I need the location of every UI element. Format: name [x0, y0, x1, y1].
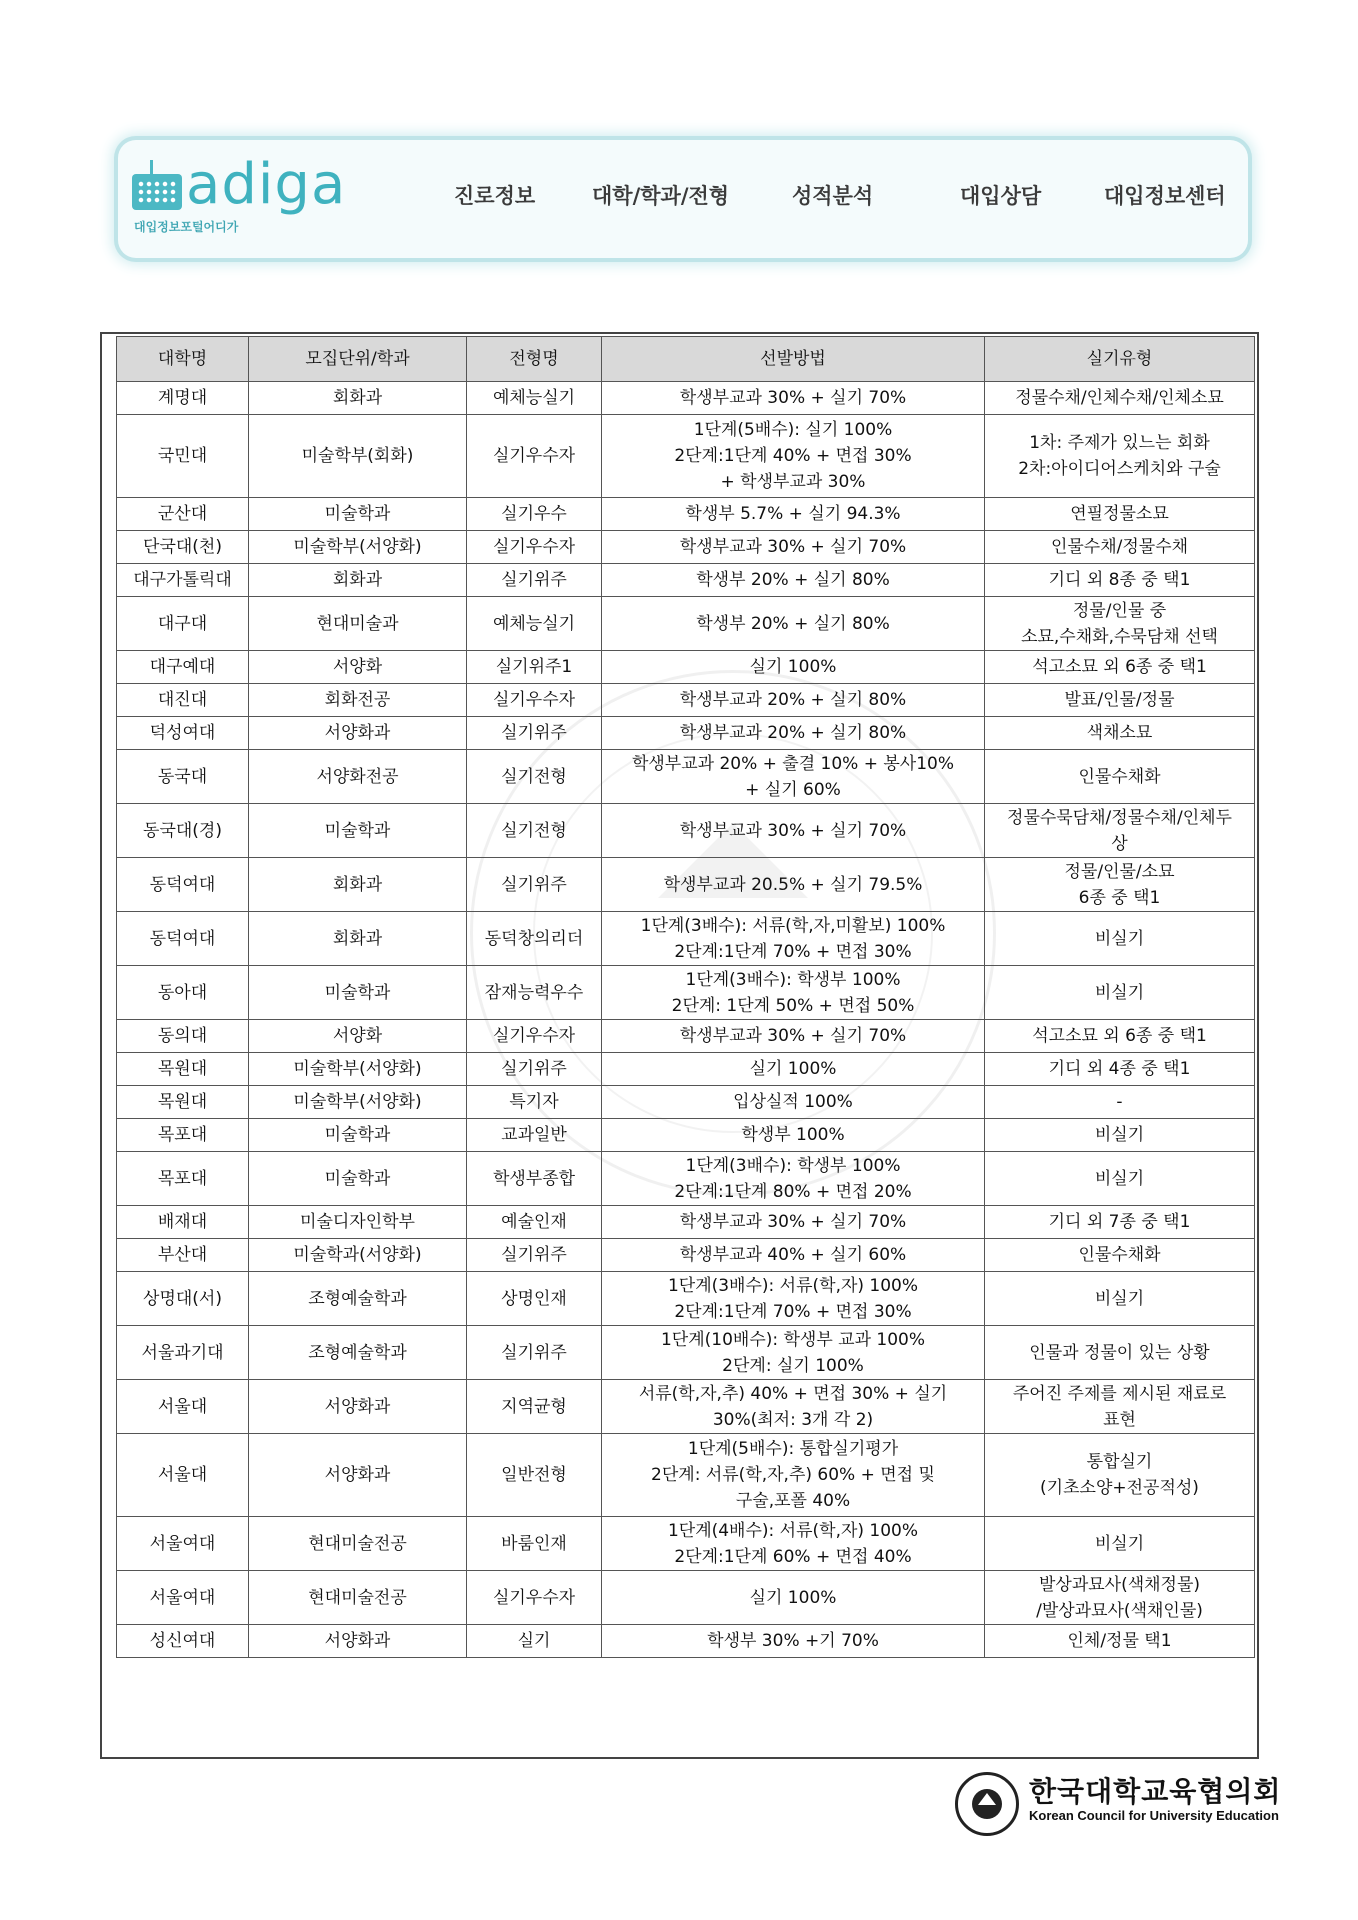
cell-department: 조형예술학과 [249, 1326, 467, 1380]
cell-university: 군산대 [117, 498, 249, 531]
cell-university: 목포대 [117, 1152, 249, 1206]
cell-selection-method: 학생부교과 40% + 실기 60% [602, 1239, 985, 1272]
cell-practical-type: 정물수묵담채/정물수채/인체두 상 [985, 804, 1255, 858]
col-header-selection-method: 선발방법 [602, 337, 985, 382]
cell-practical-type: 통합실기 (기초소양+전공적성) [985, 1434, 1255, 1517]
cell-department: 현대미술전공 [249, 1571, 467, 1625]
cell-practical-type: 비실기 [985, 1272, 1255, 1326]
cell-track: 실기우수자 [467, 531, 602, 564]
nav-university-admission[interactable]: 대학/학과/전형 [592, 184, 730, 208]
cell-university: 대구예대 [117, 651, 249, 684]
table-row [117, 1517, 1255, 1571]
cell-university: 목포대 [117, 1119, 249, 1152]
cell-university: 서울대 [117, 1434, 249, 1517]
cell-track: 실기위주 [467, 1239, 602, 1272]
cell-department: 미술학부(서양화) [249, 531, 467, 564]
cell-department: 미술학과(서양화) [249, 1239, 467, 1272]
cell-selection-method: 학생부 20% + 실기 80% [602, 597, 985, 651]
cell-university: 단국대(천) [117, 531, 249, 564]
main-nav [118, 140, 1248, 258]
cell-selection-method: 학생부교과 30% + 실기 70% [602, 1206, 985, 1239]
logo-subtitle: 대입정보포털어디가 [134, 220, 239, 234]
cell-selection-method: 1단계(5배수): 통합실기평가 2단계: 서류(학,자,추) 60% + 면접 및 구술,포폴 40% [602, 1434, 985, 1517]
cell-track: 실기 [467, 1625, 602, 1658]
table-row [117, 1272, 1255, 1326]
cell-selection-method: 학생부 30% +기 70% [602, 1625, 985, 1658]
table-row [117, 804, 1255, 858]
cell-selection-method: 학생부 5.7% + 실기 94.3% [602, 498, 985, 531]
cell-selection-method: 서류(학,자,추) 40% + 면접 30% + 실기 30%(최저: 3개 각 2) [602, 1380, 985, 1434]
table-row [117, 1206, 1255, 1239]
cell-track: 학생부종합 [467, 1152, 602, 1206]
cell-track: 예체능실기 [467, 382, 602, 415]
cell-department: 조형예술학과 [249, 1272, 467, 1326]
cell-practical-type: 비실기 [985, 912, 1255, 966]
table-row [117, 717, 1255, 750]
table-row [117, 1053, 1255, 1086]
cell-track: 일반전형 [467, 1434, 602, 1517]
cell-practical-type: 인물과 정물이 있는 상황 [985, 1326, 1255, 1380]
nav-admission-consulting[interactable]: 대입상담 [960, 184, 1042, 208]
cell-track: 동덕창의리더 [467, 912, 602, 966]
table-body [117, 382, 1255, 1658]
cell-track: 실기위주 [467, 1326, 602, 1380]
cell-department: 회화과 [249, 564, 467, 597]
cell-university: 동의대 [117, 1020, 249, 1053]
table-row [117, 1571, 1255, 1625]
cell-track: 실기우수 [467, 498, 602, 531]
cell-selection-method: 학생부교과 20% + 출결 10% + 봉사10% + 실기 60% [602, 750, 985, 804]
cell-track: 실기전형 [467, 750, 602, 804]
cell-practical-type: - [985, 1086, 1255, 1119]
col-header-department: 모집단위/학과 [249, 337, 467, 382]
cell-university: 목원대 [117, 1086, 249, 1119]
cell-selection-method: 학생부교과 20% + 실기 80% [602, 684, 985, 717]
cell-department: 미술학과 [249, 966, 467, 1020]
cell-track: 실기위주 [467, 1053, 602, 1086]
cell-department: 서양화전공 [249, 750, 467, 804]
cell-practical-type: 비실기 [985, 1517, 1255, 1571]
cell-university: 동아대 [117, 966, 249, 1020]
cell-selection-method: 학생부교과 30% + 실기 70% [602, 531, 985, 564]
cell-practical-type: 색채소묘 [985, 717, 1255, 750]
cell-practical-type: 주어진 주제를 제시된 재료로 표현 [985, 1380, 1255, 1434]
table-row [117, 1434, 1255, 1517]
cell-practical-type: 발표/인물/정물 [985, 684, 1255, 717]
cell-selection-method: 1단계(3배수): 학생부 100% 2단계: 1단계 50% + 면접 50% [602, 966, 985, 1020]
cell-university: 계명대 [117, 382, 249, 415]
cell-practical-type: 인물수채화 [985, 750, 1255, 804]
col-header-practical-type: 실기유형 [985, 337, 1255, 382]
cell-selection-method: 학생부교과 30% + 실기 70% [602, 382, 985, 415]
cell-department: 현대미술전공 [249, 1517, 467, 1571]
table-row [117, 1152, 1255, 1206]
table-row [117, 1239, 1255, 1272]
cell-practical-type: 석고소묘 외 6종 중 택1 [985, 651, 1255, 684]
cell-selection-method: 학생부교과 30% + 실기 70% [602, 804, 985, 858]
cell-practical-type: 석고소묘 외 6종 중 택1 [985, 1020, 1255, 1053]
cell-selection-method: 1단계(10배수): 학생부 교과 100% 2단계: 실기 100% [602, 1326, 985, 1380]
cell-university: 서울대 [117, 1380, 249, 1434]
cell-track: 교과일반 [467, 1119, 602, 1152]
cell-department: 미술학부(회화) [249, 415, 467, 498]
cell-practical-type: 비실기 [985, 1119, 1255, 1152]
cell-track: 상명인재 [467, 1272, 602, 1326]
footer-org-korean: 한국대학교육협의회 [1029, 1775, 1282, 1808]
cell-selection-method: 학생부교과 20.5% + 실기 79.5% [602, 858, 985, 912]
cell-practical-type: 비실기 [985, 1152, 1255, 1206]
cell-practical-type: 기디 외 7종 중 택1 [985, 1206, 1255, 1239]
site-banner [118, 140, 1248, 258]
cell-track: 실기전형 [467, 804, 602, 858]
cell-university: 서울여대 [117, 1517, 249, 1571]
cell-practical-type: 연필정물소묘 [985, 498, 1255, 531]
table-row [117, 564, 1255, 597]
cell-department: 서양화과 [249, 1380, 467, 1434]
nav-score-analysis[interactable]: 성적분석 [792, 184, 874, 208]
cell-track: 바룸인재 [467, 1517, 602, 1571]
cell-track: 실기위주 [467, 858, 602, 912]
cell-practical-type: 정물/인물 중 소묘,수채화,수묵담채 선택 [985, 597, 1255, 651]
cell-selection-method: 입상실적 100% [602, 1086, 985, 1119]
cell-track: 실기위주 [467, 564, 602, 597]
kcue-emblem-icon [955, 1772, 1019, 1836]
cell-practical-type: 기디 외 8종 중 택1 [985, 564, 1255, 597]
cell-university: 배재대 [117, 1206, 249, 1239]
cell-selection-method: 1단계(3배수): 서류(학,자) 100% 2단계:1단계 70% + 면접 30% [602, 1272, 985, 1326]
cell-department: 현대미술과 [249, 597, 467, 651]
table-row [117, 966, 1255, 1020]
table-row [117, 750, 1255, 804]
cell-track: 실기위주1 [467, 651, 602, 684]
cell-department: 미술학과 [249, 804, 467, 858]
nav-career-info[interactable]: 진로정보 [454, 184, 536, 208]
cell-selection-method: 학생부교과 30% + 실기 70% [602, 1020, 985, 1053]
cell-selection-method: 학생부 100% [602, 1119, 985, 1152]
table-row [117, 382, 1255, 415]
cell-track: 실기위주 [467, 717, 602, 750]
cell-department: 미술학과 [249, 1119, 467, 1152]
cell-university: 서울여대 [117, 1571, 249, 1625]
cell-department: 서양화 [249, 651, 467, 684]
cell-practical-type: 인물수채/정물수채 [985, 531, 1255, 564]
kcue-footer-logo [955, 1770, 1282, 1840]
cell-university: 상명대(서) [117, 1272, 249, 1326]
cell-practical-type: 발상과묘사(색채정물) /발상과묘사(색채인물) [985, 1571, 1255, 1625]
table-row [117, 858, 1255, 912]
cell-university: 부산대 [117, 1239, 249, 1272]
table-row [117, 1326, 1255, 1380]
cell-university: 대진대 [117, 684, 249, 717]
table-row [117, 597, 1255, 651]
table-header-row [117, 337, 1255, 382]
col-header-track: 전형명 [467, 337, 602, 382]
cell-department: 미술디자인학부 [249, 1206, 467, 1239]
cell-department: 회화전공 [249, 684, 467, 717]
cell-university: 동국대 [117, 750, 249, 804]
cell-track: 특기자 [467, 1086, 602, 1119]
cell-university: 국민대 [117, 415, 249, 498]
cell-university: 서울과기대 [117, 1326, 249, 1380]
cell-practical-type: 인체/정물 택1 [985, 1625, 1255, 1658]
cell-university: 덕성여대 [117, 717, 249, 750]
table-row [117, 651, 1255, 684]
cell-selection-method: 1단계(3배수): 학생부 100% 2단계:1단계 80% + 면접 20% [602, 1152, 985, 1206]
table-row [117, 912, 1255, 966]
cell-track: 실기우수자 [467, 1571, 602, 1625]
admission-table-frame [100, 332, 1259, 1759]
cell-track: 실기우수자 [467, 1020, 602, 1053]
nav-admission-info-center[interactable]: 대입정보센터 [1104, 184, 1226, 208]
footer-org-english: Korean Council for University Education [1029, 1808, 1279, 1823]
cell-department: 서양화과 [249, 717, 467, 750]
cell-department: 서양화 [249, 1020, 467, 1053]
cell-practical-type: 비실기 [985, 966, 1255, 1020]
table-row [117, 415, 1255, 498]
cell-practical-type: 정물/인물/소묘 6종 중 택1 [985, 858, 1255, 912]
cell-track: 실기우수자 [467, 684, 602, 717]
cell-selection-method: 1단계(4배수): 서류(학,자) 100% 2단계:1단계 60% + 면접 40% [602, 1517, 985, 1571]
cell-practical-type: 기디 외 4종 중 택1 [985, 1053, 1255, 1086]
table-row [117, 1380, 1255, 1434]
table-row [117, 1625, 1255, 1658]
cell-track: 잠재능력우수 [467, 966, 602, 1020]
cell-selection-method: 학생부 20% + 실기 80% [602, 564, 985, 597]
cell-university: 대구가톨릭대 [117, 564, 249, 597]
cell-practical-type: 정물수채/인체수채/인체소묘 [985, 382, 1255, 415]
cell-department: 미술학과 [249, 1152, 467, 1206]
cell-department: 서양화과 [249, 1625, 467, 1658]
cell-practical-type: 1차: 주제가 있느는 회화 2차:아이디어스케치와 구술 [985, 415, 1255, 498]
table-row [117, 1086, 1255, 1119]
cell-university: 동덕여대 [117, 912, 249, 966]
cell-selection-method: 1단계(3배수): 서류(학,자,미활보) 100% 2단계:1단계 70% + 면접 30% [602, 912, 985, 966]
cell-university: 목원대 [117, 1053, 249, 1086]
table-row [117, 498, 1255, 531]
cell-department: 서양화과 [249, 1434, 467, 1517]
cell-track: 예술인재 [467, 1206, 602, 1239]
table-row [117, 531, 1255, 564]
cell-selection-method: 실기 100% [602, 651, 985, 684]
cell-university: 동덕여대 [117, 858, 249, 912]
cell-university: 성신여대 [117, 1625, 249, 1658]
cell-department: 회화과 [249, 912, 467, 966]
logo-text: adiga [186, 152, 347, 217]
cell-practical-type: 인물수채화 [985, 1239, 1255, 1272]
cell-department: 미술학부(서양화) [249, 1053, 467, 1086]
cell-track: 실기우수자 [467, 415, 602, 498]
cell-university: 동국대(경) [117, 804, 249, 858]
cell-selection-method: 1단계(5배수): 실기 100% 2단계:1단계 40% + 면접 30% + 학생부교과 30% [602, 415, 985, 498]
col-header-university: 대학명 [117, 337, 249, 382]
admission-table [116, 336, 1255, 1658]
table-row [117, 1119, 1255, 1152]
cell-track: 지역균형 [467, 1380, 602, 1434]
cell-track: 예체능실기 [467, 597, 602, 651]
cell-selection-method: 실기 100% [602, 1053, 985, 1086]
cell-university: 대구대 [117, 597, 249, 651]
table-row [117, 1020, 1255, 1053]
cell-selection-method: 실기 100% [602, 1571, 985, 1625]
table-row [117, 684, 1255, 717]
cell-department: 회화과 [249, 858, 467, 912]
cell-department: 회화과 [249, 382, 467, 415]
cell-department: 미술학과 [249, 498, 467, 531]
cell-selection-method: 학생부교과 20% + 실기 80% [602, 717, 985, 750]
cell-department: 미술학부(서양화) [249, 1086, 467, 1119]
